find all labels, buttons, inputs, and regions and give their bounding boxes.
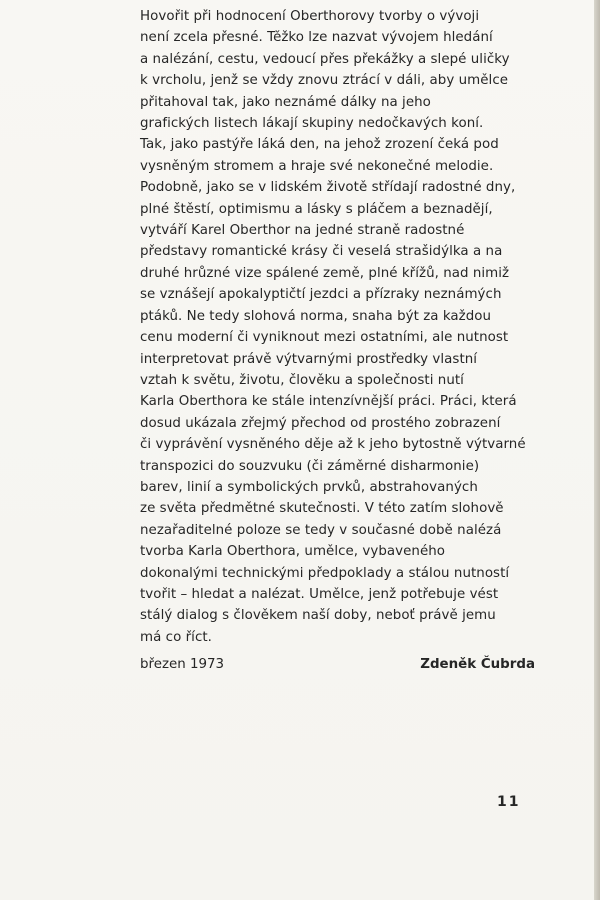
page-number: 11 [497,794,521,810]
body-line: dokonalými technickými předpoklady a stálou nutností [140,565,510,581]
body-line: tvořit – hledat a nalézat. Umělce, jenž potřebuje vést [140,586,499,602]
body-line: stálý dialog s člověkem naší doby, neboť právě jemu [140,608,496,624]
body-line: plné štěstí, optimismu a lásky s pláčem a beznadějí, [140,201,493,217]
page-edge-shadow [594,0,600,900]
date: březen 1973 [140,657,225,672]
body-line: nezařaditelné poloze se tedy v současné době nalézá [140,522,502,538]
body-line: transpozici do souzvuku (či záměrné disharmonie) [140,458,480,474]
body-line: Karla Oberthora ke stále intenzívnější práci. Práci, která [140,394,517,410]
body-line: interpretovat právě výtvarnými prostředky vlastní [140,351,478,367]
body-line: má co říct. [140,629,212,645]
body-line: vytváří Karel Oberthor na jedné straně radostné [140,223,465,239]
body-line: představy romantické krásy či veselá strašidýlka a na [140,244,503,260]
author-name: Zdeněk Čubrda [420,657,535,672]
body-line: a nalézání, cestu, vedoucí přes překážky a slepé uličky [140,51,510,67]
body-line: Tak, jako pastýře láká den, na jehož zrození čeká pod [140,137,499,153]
body-line: či vyprávění vysněného děje až k jeho bytostně výtvarné [140,437,526,453]
body-line: se vznášejí apokalyptičtí jezdci a přízraky neznámých [140,287,502,303]
body-line: barev, linií a symbolických prvků, abstrahovaných [140,479,478,495]
body-text [140,6,560,648]
body-line: přitahoval tak, jako neznámé dálky na jeho [140,94,431,110]
body-line: k vrcholu, jenž se vždy znovu ztrácí v dáli, aby umělce [140,73,509,89]
body-line: cenu moderní či vyniknout mezi ostatními, ale nutnost [140,330,509,346]
body-line: ze světa předmětné skutečnosti. V této zatím slohově [140,501,504,517]
body-line: grafických listech lákají skupiny nedočkavých koní. [140,116,484,132]
body-line: ptáků. Ne tedy slohová norma, snaha být za každou [140,308,492,324]
body-line: dosud ukázala zřejmý přechod od prostého zobrazení [140,415,501,431]
body-line: Podobně, jako se v lidském životě střídají radostné dny, [140,180,516,196]
body-line: Hovořit při hodnocení Oberthorovy tvorby o vývoji [140,9,480,24]
signature-row [140,654,535,676]
body-line: vztah k světu, životu, člověku a společnosti nutí [140,372,464,388]
body-line: není zcela přesné. Těžko lze nazvat vývojem hledání [140,30,493,46]
body-line: tvorba Karla Oberthora, umělce, vybaveného [140,544,446,560]
body-line: druhé hrůzné vize spálené země, plné křížů, nad nimiž [140,265,510,281]
body-line: vysněným stromem a hraje své nekonečné melodie. [140,158,494,174]
